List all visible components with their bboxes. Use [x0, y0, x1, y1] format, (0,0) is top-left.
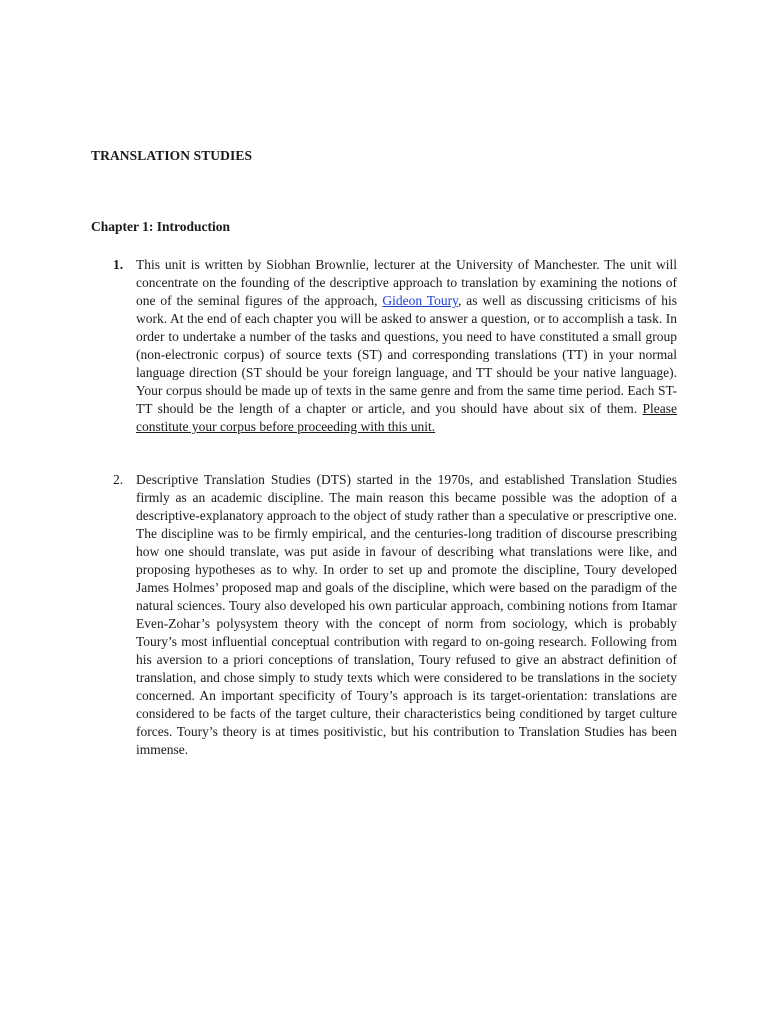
paragraph-2-number: 2. — [113, 472, 124, 487]
chapter-heading: Chapter 1: Introduction — [91, 219, 231, 234]
document-title: TRANSLATION STUDIES — [91, 148, 253, 163]
paragraph-1-number: 1. — [113, 257, 124, 272]
gideon-toury-link[interactable]: Gideon Toury — [382, 293, 458, 308]
paragraph-1-text-a: This unit is written by Siobhan Brownlie, lecturer at the University of Manchester. The unit will concentrate on the founding of the descriptive approach to translation by examining the notions of one of the seminal figures of the approach, — [136, 257, 677, 308]
paragraph-1-text-b: , as well as discussing criticisms of his work. At the end of each chapter you will be asked to answer a question, or to accomplish a task. In order to undertake a number of the tasks and questions, you need to have constituted a small group (non-electronic corpus) of source texts (ST) and corresponding translations (TT) in your normal language direction (ST should be your foreign language, and TT should be your native language). Your corpus should be made up of texts in the same genre and from the same time period. Each ST-TT should be the length of a chapter or article, and you should have about six of them. — [136, 293, 678, 416]
paragraph-2: Descriptive Translation Studies (DTS) started in the 1970s, and established Translation Studies firmly as an academic discipline. The main reason this became possible was the adoption of a descriptive-explanatory approach to the object of study rather than a speculative or prescriptive one. The discipline was to be firmly empirical, and the centuries-long tradition of discourse prescribing how one should translate, was put aside in favour of describing what translations were like, and proposing hypotheses as to why. In order to set up and promote the discipline, Toury developed James Holmes’ proposed map and goals of the discipline, which were based on the paradigm of the natural sciences. Toury also developed his own particular approach, combining notions from Itamar Even-Zohar’s polysystem theory with the concept of norm from sociology, which is probably Toury’s most influential conceptual contribution with regard to on-going research. Following from his aversion to a priori conceptions of translation, Toury refused to give an abstract definition of translation, and chose simply to study texts which were considered to be translations in the society concerned. An important specificity of Toury’s approach is its target-orientation: translations are considered to be facts of the target culture, their characteristics being conditioned by target culture forces. Toury’s theory is at times positivistic, but his contribution to Translation Studies has been immense. — [136, 472, 677, 757]
paragraph-1 — [136, 256, 677, 436]
paragraph-1-underlined-instruction: Please constitute your corpus before proceeding with this unit. — [136, 401, 677, 434]
